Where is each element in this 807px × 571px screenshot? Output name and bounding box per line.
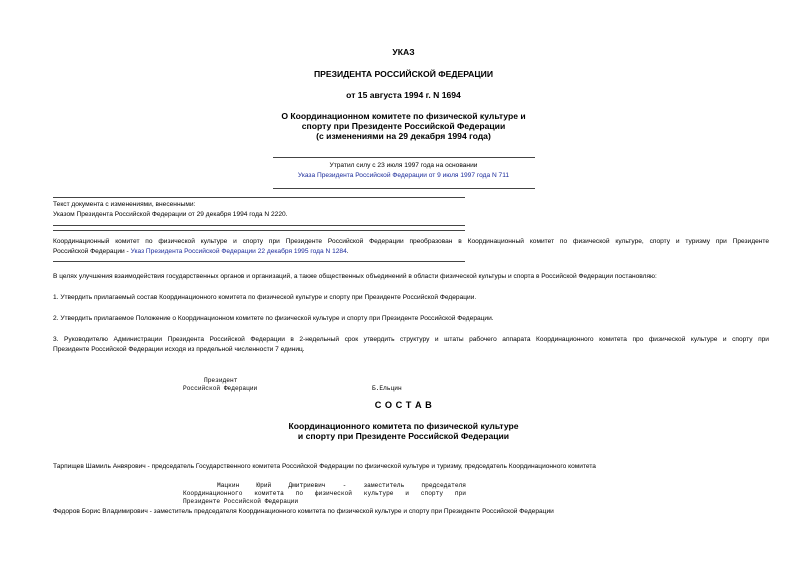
- composition-title: С О С Т А В: [374, 400, 433, 410]
- changes-intro: Текст документа с изменениями, внесенными:: [53, 201, 196, 208]
- note-line2: [53, 247, 349, 256]
- note-line2-suffix: .: [346, 248, 349, 255]
- doc-type-title: УКАЗ: [392, 47, 415, 57]
- preamble-text: В целях улучшения взаимодействия государственных органов и организаций, а также общественных объединений в области физической культуры и спорта в Российской Федерации постановляю:: [53, 273, 657, 280]
- changes-top-rule: [53, 197, 465, 198]
- signature-role-line1: Президент: [204, 377, 238, 384]
- decree-subject-line2: спорту при Президенте Российской Федерации: [301, 121, 506, 131]
- decree-date-number: от 15 августа 1994 г. N 1694: [346, 90, 461, 100]
- changes-rule-3: [53, 230, 465, 231]
- composition-subtitle2: и спорту при Президенте Российской Федерации: [297, 431, 510, 441]
- changes-rule-2: [53, 225, 465, 226]
- status-line: Утратил силу с 23 июля 1997 года на основании: [329, 162, 478, 169]
- member-3: Федоров Борис Владимирович - заместитель председателя Координационного комитета по физической культуре и спорту при Президенте Российской Федерации: [53, 508, 554, 515]
- decree-revision-note: (с изменениями на 29 декабря 1994 года): [316, 131, 491, 141]
- note-line1: Координационный комитет по физической культуре и спорту при Президенте Российской Федерации преобразован в Координационный комитет по физической культуре, спорту и туризму при Президенте: [53, 238, 769, 245]
- note-line2-prefix: Российской Федерации -: [53, 248, 131, 255]
- item-1-text: 1. Утвердить прилагаемый состав Координационного комитета по физической культуре и спорту при Президенте Российской Федерации.: [53, 294, 477, 301]
- member-1: Тарпищев Шамиль Анвярович - председатель Государственного комитета Российской Федерации по физической культуре и туризму, председатель Координационного комитета: [53, 463, 596, 470]
- member-2-line2: Координационного комитета по физической культуре и спорту при: [183, 490, 466, 497]
- transform-decree-link[interactable]: Указ Президента Российской Федерации 22 декабря 1995 года N 1284: [130, 248, 347, 255]
- composition-subtitle1: Координационного комитета по физической культуре: [288, 421, 519, 431]
- status-top-rule: [273, 157, 535, 158]
- signature-name: Б.Ельцин: [372, 385, 402, 392]
- member-2-line1: [183, 482, 466, 490]
- issuer-title: ПРЕЗИДЕНТА РОССИЙСКОЙ ФЕДЕРАЦИИ: [313, 69, 494, 79]
- note-bottom-rule: [53, 261, 465, 262]
- changes-decree: Указом Президента Российской Федерации от 29 декабря 1994 года N 2220.: [53, 211, 288, 218]
- item-3-line1: 3. Руководителю Администрации Президента Российской Федерации в 2-недельный срок утвердить структуру и штаты рабочего аппарата Координационного комитета про физической культуре и спорту при: [53, 336, 769, 343]
- repeal-decree-link[interactable]: Указа Президента Российской Федерации от 9 июля 1997 года N 711: [297, 172, 510, 179]
- member-2-line1-text: Мацкин Юрий Дмитриевич - заместитель председателя: [217, 482, 466, 489]
- item-3-line2: Президенте Российской Федерации исходя из предельной численности 7 единиц.: [53, 346, 305, 353]
- decree-subject-line1: О Координационном комитете по физической культуре и: [281, 111, 526, 121]
- status-bottom-rule: [273, 188, 535, 189]
- item-2-text: 2. Утвердить прилагаемое Положение о Координационном комитете по физической культуре и спорту при Президенте Российской Федерации.: [53, 315, 494, 322]
- member-2-line3: Президенте Российской Федерации: [183, 498, 299, 505]
- signature-role-line2: Российской Федерации: [183, 385, 258, 392]
